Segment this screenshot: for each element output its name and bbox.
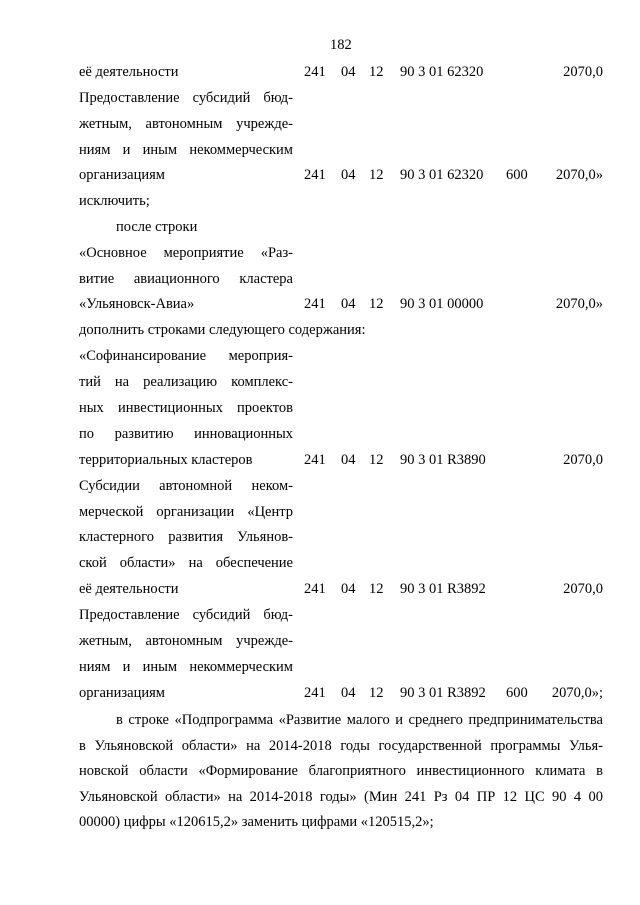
cell-section: 04 <box>341 452 356 468</box>
cell-section: 04 <box>341 581 356 597</box>
cell-target-code: 90 3 01 R3892 <box>400 581 486 597</box>
row-name-line: «Софинансирование мероприя- <box>79 348 293 364</box>
cell-expense-type: 600 <box>506 167 528 183</box>
row-name-line: организациям <box>79 167 165 183</box>
instruction-after-line: после строки <box>116 219 198 235</box>
cell-ministry: 241 <box>304 685 326 701</box>
cell-section: 04 <box>341 685 356 701</box>
cell-subsection: 12 <box>369 296 384 312</box>
cell-ministry: 241 <box>304 581 326 597</box>
cell-section: 04 <box>341 167 356 183</box>
cell-amount: 2070,0 <box>563 581 603 597</box>
cell-expense-type: 600 <box>506 685 528 701</box>
page-number: 182 <box>330 37 352 53</box>
cell-target-code: 90 3 01 00000 <box>400 296 484 312</box>
row-name-line: Субсидии автономной неком- <box>79 478 293 494</box>
row-name-line: кластерного развития Ульянов- <box>79 529 293 545</box>
cell-amount: 2070,0 <box>563 64 603 80</box>
paragraph-line: в строке «Подпрограмма «Развитие малого и среднего предпринимательства <box>116 712 603 728</box>
row-name-line: жетным, автономным учрежде- <box>79 116 293 132</box>
cell-target-code: 90 3 01 62320 <box>400 167 484 183</box>
cell-amount: 2070,0 <box>563 452 603 468</box>
row-name-line: организациям <box>79 685 165 701</box>
instruction-add-lines: дополнить строками следующего содержания: <box>79 322 366 338</box>
row-name-line: ниям и иным некоммерческим <box>79 659 293 675</box>
cell-amount: 2070,0» <box>555 296 603 312</box>
paragraph-line: 00000) цифры «120615,2» заменить цифрами «120515,2»; <box>79 814 434 830</box>
cell-target-code: 90 3 01 62320 <box>400 64 484 80</box>
row-name-line: её деятельности <box>79 581 179 597</box>
row-name-line: её деятельности <box>79 64 179 80</box>
row-name-line: жетным, автономным учрежде- <box>79 633 293 649</box>
paragraph-line: в Ульяновской области» на 2014-2018 годы государственной программы Улья- <box>79 737 603 754</box>
row-name-line: «Ульяновск-Авиа» <box>79 296 195 312</box>
paragraph-line: новской области «Формирование благоприятного инвестиционного климата в <box>79 763 603 779</box>
row-name-line: ных инвестиционных проектов <box>79 400 293 416</box>
paragraph-line: Ульяновской области» на 2014-2018 годы» (Мин 241 Рз 04 ПР 12 ЦС 90 4 00 <box>79 788 603 805</box>
cell-subsection: 12 <box>369 581 384 597</box>
cell-subsection: 12 <box>369 685 384 701</box>
row-name-line: территориальных кластеров <box>79 452 253 468</box>
cell-amount: 2070,0» <box>555 167 603 183</box>
cell-target-code: 90 3 01 R3890 <box>400 452 486 468</box>
row-name-line: тий на реализацию комплекс- <box>79 374 293 390</box>
row-name-line: ниям и иным некоммерческим <box>79 142 293 158</box>
cell-target-code: 90 3 01 R3892 <box>400 685 486 701</box>
row-name-line: по развитию инновационных <box>79 426 293 442</box>
row-name-line: Предоставление субсидий бюд- <box>79 607 293 623</box>
cell-subsection: 12 <box>369 64 384 80</box>
cell-ministry: 241 <box>304 296 326 312</box>
cell-section: 04 <box>341 64 356 80</box>
amendment-paragraph <box>79 708 603 836</box>
row-name-line: мерческой организации «Центр <box>79 504 293 520</box>
cell-section: 04 <box>341 296 356 312</box>
row-name-line: «Основное мероприятие «Раз- <box>79 245 293 261</box>
cell-ministry: 241 <box>304 64 326 80</box>
cell-ministry: 241 <box>304 452 326 468</box>
cell-amount: 2070,0»; <box>551 685 603 701</box>
cell-subsection: 12 <box>369 167 384 183</box>
cell-ministry: 241 <box>304 167 326 183</box>
row-name-line: Предоставление субсидий бюд- <box>79 90 293 106</box>
row-name-line: ской области» на обеспечение <box>79 555 293 571</box>
instruction-exclude: исключить; <box>79 193 150 209</box>
cell-subsection: 12 <box>369 452 384 468</box>
row-name-line: витие авиационного кластера <box>79 271 293 287</box>
